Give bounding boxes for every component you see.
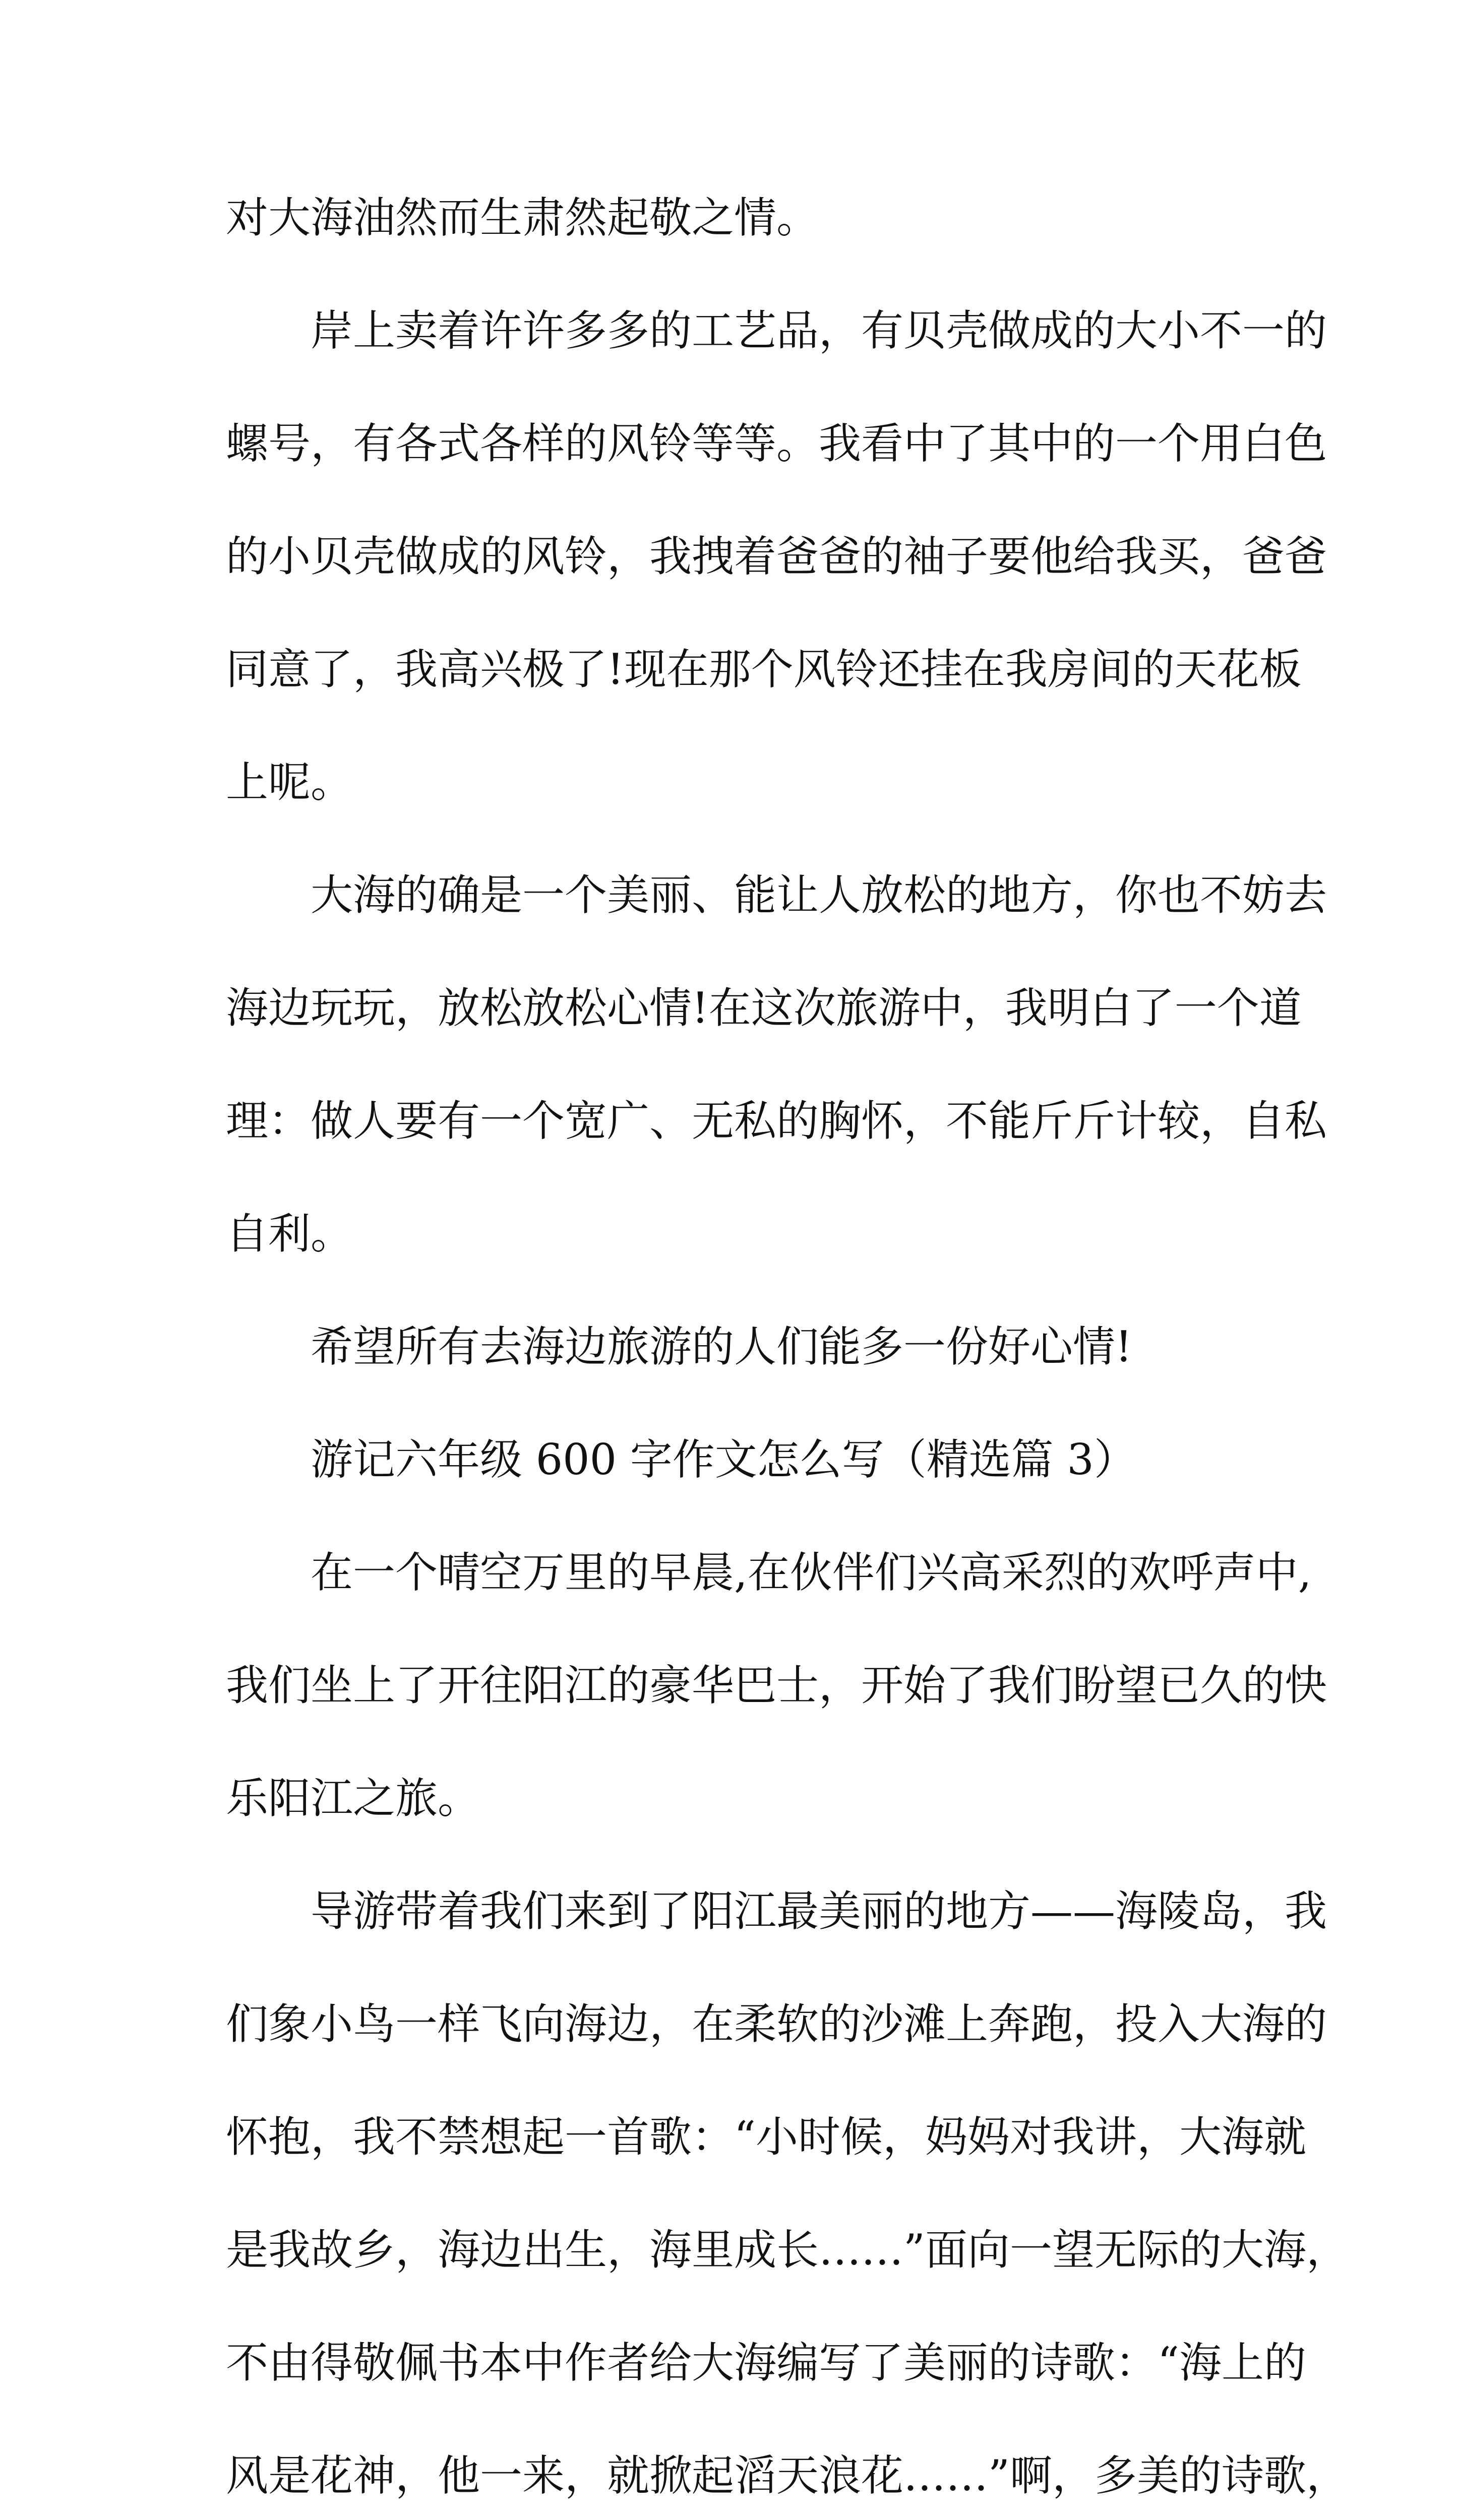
paragraph-line: 我们坐上了开往阳江的豪华巴士，开始了我们盼望已久的快 bbox=[226, 1661, 1327, 1710]
paragraph-line: 大海的确是一个美丽、能让人放松的地方，你也不妨去 bbox=[311, 870, 1327, 920]
paragraph-line: 风是花神，他一来，就掀起滔天浪花……”啊，多美的诗歌， bbox=[226, 2451, 1349, 2500]
paragraph-line: 怀抱，我不禁想起一首歌：“小时候，妈妈对我讲，大海就 bbox=[226, 2112, 1306, 2162]
paragraph-line: 是我故乡，海边出生，海里成长……”面向一望无际的大海， bbox=[226, 2225, 1349, 2275]
paragraph-line: 螺号，有各式各样的风铃等等。我看中了其中的一个用白色 bbox=[226, 419, 1327, 468]
paragraph-line: 上呢。 bbox=[226, 758, 353, 807]
paragraph-line: 乐阳江之旅。 bbox=[226, 1774, 480, 1823]
body-text bbox=[226, 177, 1349, 2520]
paragraph-line: 不由得敬佩书本中作者给大海编写了美丽的诗歌：“海上的 bbox=[226, 2338, 1306, 2387]
paragraph-line: 自利。 bbox=[226, 1209, 353, 1258]
paragraph-line: 海边玩玩，放松放松心情!在这次旅游中，我明白了一个道 bbox=[226, 983, 1302, 1033]
paragraph-line: 们象小鸟一样飞向海边，在柔软的沙滩上奔跑，投入大海的 bbox=[226, 1999, 1327, 2049]
paragraph-line: 理：做人要有一个宽广、无私的胸怀，不能斤斤计较，自私 bbox=[226, 1096, 1327, 1146]
paragraph-line: 岸上卖着许许多多的工艺品，有贝壳做成的大小不一的 bbox=[311, 306, 1327, 355]
paragraph-line: 的小贝壳做成的风铃，我拽着爸爸的袖子要他给我买，爸爸 bbox=[226, 532, 1327, 581]
paragraph-line: 在一个晴空万里的早晨,在伙伴们兴高采烈的欢呼声中, bbox=[311, 1548, 1312, 1597]
section-heading: 游记六年级 600 字作文怎么写（精选篇 3） bbox=[311, 1435, 1136, 1484]
paragraph-line: 同意了，我高兴极了!现在那个风铃还挂在我房间的天花板 bbox=[226, 645, 1302, 694]
paragraph-line: 希望所有去海边旅游的人们能多一份好心情! bbox=[311, 1322, 1132, 1371]
paragraph-line: 对大海油然而生肃然起敬之情。 bbox=[226, 193, 819, 242]
paragraph-line: 导游带着我们来到了阳江最美丽的地方——海陵岛，我 bbox=[311, 1886, 1327, 1936]
